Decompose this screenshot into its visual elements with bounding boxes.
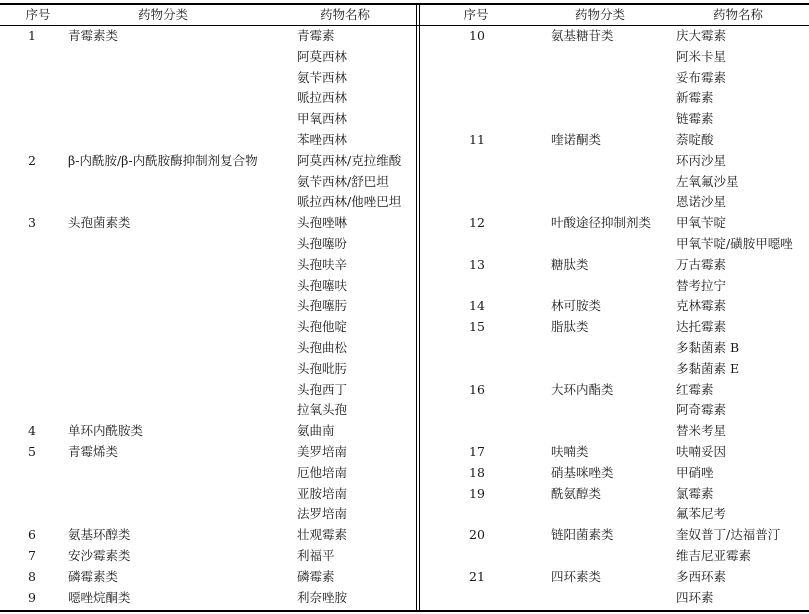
left-drug-cell: 磷霉素 [297,568,335,584]
right-drug-cell: 左氧氟沙星 [676,173,739,189]
right-category-cell: 喹诺酮类 [551,132,602,147]
right-category-cell: 链阳菌素类 [551,527,614,543]
left-category-cell: 噁唑烷酮类 [68,589,131,605]
right-category-cell: 糖肽类 [551,256,589,272]
right-seq-cell: 16 [469,381,485,397]
center-divider-right [419,3,420,611]
left-drug-cell: 头孢噻呋 [297,277,348,293]
left-drug-cell: 头孢噻吩 [297,236,348,251]
left-drug-cell: 哌拉西林 [297,90,348,106]
right-category-cell: 呋喃类 [551,444,589,459]
right-drug-cell: 甲硝唑 [676,464,714,480]
right-drug-cell: 多黏菌素 E [676,360,740,376]
left-header-drug: 药物名称 [320,7,371,22]
right-drug-cell: 恩诺沙星 [676,194,727,210]
right-drug-cell: 替考拉宁 [676,277,727,293]
left-category-cell: β-内酰胺/β-内酰胺酶抑制剂复合物 [68,152,258,168]
left-category-cell: 单环内酰胺类 [68,423,144,439]
left-drug-cell: 法罗培南 [297,506,348,522]
center-divider-left [416,3,417,611]
left-seq-cell: 5 [28,444,36,459]
right-header-category: 药物分类 [575,7,626,22]
left-category-cell: 磷霉素类 [68,568,119,584]
left-drug-cell: 氨苄西林/舒巴坦 [297,173,389,189]
left-drug-cell: 头孢西丁 [297,381,348,397]
left-drug-cell: 头孢噻肟 [297,298,348,314]
right-drug-cell: 四环素 [676,589,714,605]
left-header-category: 药物分类 [138,7,189,22]
left-drug-cell: 亚胺培南 [297,485,348,501]
left-header-seq: 序号 [25,7,51,22]
left-drug-cell: 头孢他啶 [297,319,348,335]
right-drug-cell: 红霉素 [676,381,714,397]
right-seq-cell: 12 [469,215,485,231]
right-category-cell: 氨基糖苷类 [551,28,614,43]
left-drug-cell: 哌拉西林/他唑巴坦 [297,194,402,210]
left-seq-cell: 3 [28,215,36,231]
right-category-cell: 硝基咪唑类 [551,464,614,480]
right-category-cell: 大环内酯类 [551,381,614,397]
right-drug-cell: 呋喃妥因 [676,444,727,459]
left-drug-cell: 头孢唑啉 [297,215,348,231]
left-category-cell: 安沙霉素类 [68,548,131,563]
right-drug-cell: 达托霉素 [676,319,727,335]
right-seq-cell: 13 [469,256,485,272]
right-header-drug: 药物名称 [713,7,764,22]
left-category-cell: 青霉素类 [68,28,119,43]
left-drug-cell: 阿莫西林/克拉维酸 [297,152,402,168]
right-drug-cell: 甲氧苄啶/磺胺甲噁唑 [676,236,793,251]
right-drug-cell: 链霉素 [676,111,714,127]
right-drug-cell: 多黏菌素 B [676,340,740,355]
right-drug-cell: 氯霉素 [676,485,714,501]
right-category-cell: 酰氨醇类 [551,485,602,501]
right-drug-cell: 新霉素 [676,90,714,106]
right-drug-cell: 替米考星 [676,423,727,439]
right-drug-cell: 萘啶酸 [676,132,714,147]
left-drug-cell: 美罗培南 [297,444,348,459]
left-drug-cell: 头孢吡肟 [297,360,348,376]
left-seq-cell: 7 [28,548,36,563]
left-seq-cell: 1 [28,28,36,43]
top-rule [0,3,809,5]
right-category-cell: 叶酸途径抑制剂类 [551,215,652,231]
right-drug-cell: 克林霉素 [676,298,727,314]
left-category-cell: 头孢菌素类 [68,215,131,231]
left-drug-cell: 苯唑西林 [297,132,348,147]
left-category-cell: 氨基环醇类 [68,527,131,543]
right-header-seq: 序号 [463,7,489,22]
left-seq-cell: 6 [28,527,36,543]
right-seq-cell: 21 [469,568,485,584]
right-seq-cell: 15 [469,319,485,335]
right-seq-cell: 14 [469,298,485,314]
right-drug-cell: 维吉尼亚霉素 [676,548,752,563]
left-drug-cell: 阿莫西林 [297,48,348,64]
left-drug-cell: 厄他培南 [297,464,348,480]
left-drug-cell: 头孢曲松 [297,340,348,355]
left-drug-cell: 头孢呋辛 [297,256,348,272]
left-drug-cell: 壮观霉素 [297,527,348,543]
left-seq-cell: 4 [28,423,36,439]
right-drug-cell: 阿米卡星 [676,48,727,64]
right-category-cell: 脂肽类 [551,319,589,335]
right-seq-cell: 19 [469,485,485,501]
right-drug-cell: 甲氧苄啶 [676,215,727,231]
left-drug-cell: 拉氧头孢 [297,402,348,418]
right-drug-cell: 奎奴普丁/达福普汀 [676,527,781,543]
left-drug-cell: 利奈唑胺 [297,589,348,605]
left-seq-cell: 8 [28,568,36,584]
right-seq-cell: 20 [469,527,485,543]
left-seq-cell: 2 [28,152,36,168]
right-drug-cell: 阿奇霉素 [676,402,727,418]
left-category-cell: 青霉烯类 [68,444,119,459]
left-drug-cell: 氨苄西林 [297,69,348,85]
right-category-cell: 四环素类 [551,568,602,584]
right-drug-cell: 庆大霉素 [676,28,727,43]
right-drug-cell: 万古霉素 [676,256,727,272]
right-seq-cell: 17 [469,444,485,459]
right-seq-cell: 11 [469,132,485,147]
left-drug-cell: 氨曲南 [297,423,335,439]
right-category-cell: 林可胺类 [551,298,602,314]
right-drug-cell: 多西环素 [676,568,727,584]
left-drug-cell: 利福平 [297,548,335,563]
bottom-rule [0,610,809,612]
right-drug-cell: 氟苯尼考 [676,506,727,522]
right-drug-cell: 环丙沙星 [676,152,727,168]
right-seq-cell: 10 [469,28,485,43]
right-drug-cell: 妥布霉素 [676,69,727,85]
left-seq-cell: 9 [28,589,36,605]
right-seq-cell: 18 [469,464,485,480]
left-drug-cell: 甲氧西林 [297,111,348,127]
left-drug-cell: 青霉素 [297,28,335,43]
